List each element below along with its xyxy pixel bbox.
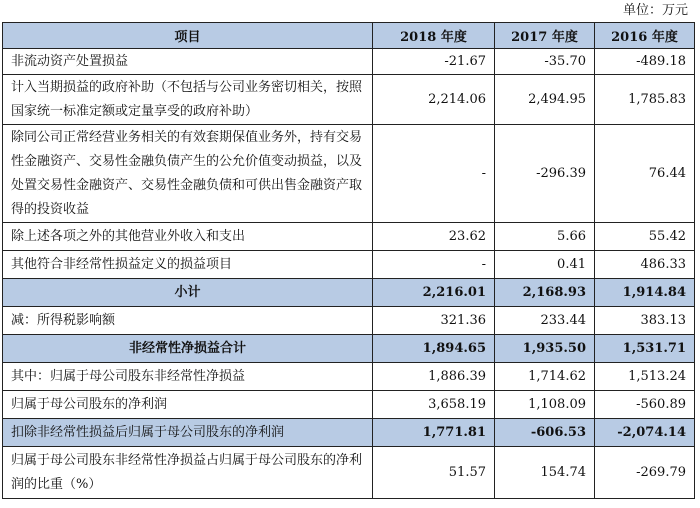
cell-2018: 2,214.06 xyxy=(373,75,495,125)
cell-2016: 1,785.83 xyxy=(595,75,695,125)
row-label: 归属于母公司股东非经常性净损益占归属于母公司股东的净利润的比重（%） xyxy=(3,447,373,499)
table-row xyxy=(3,391,695,419)
row-label: 减：所得税影响额 xyxy=(3,307,373,335)
cell-2018: 1,894.65 xyxy=(373,335,495,363)
cell-2016: -2,074.14 xyxy=(595,419,695,447)
row-label: 非流动资产处置损益 xyxy=(3,49,373,75)
cell-2016: -269.79 xyxy=(595,447,695,499)
cell-2017: 1,108.09 xyxy=(495,391,595,419)
cell-2018: 51.57 xyxy=(373,447,495,499)
cell-2016: 1,531.71 xyxy=(595,335,695,363)
table-row-highlight xyxy=(3,419,695,447)
cell-2018: 3,658.19 xyxy=(373,391,495,419)
cell-2016: 1,914.84 xyxy=(595,279,695,307)
cell-2017: 0.41 xyxy=(495,251,595,279)
cell-2016: 55.42 xyxy=(595,223,695,251)
header-item: 项目 xyxy=(3,23,373,49)
cell-2016: -560.89 xyxy=(595,391,695,419)
row-label: 除同公司正常经营业务相关的有效套期保值业务外，持有交易性金融资产、交易性金融负债产生的公允价值变动损益，以及处置交易性金融资产、交易性金融负债和可供出售金融资产取得的投资收益 xyxy=(3,125,373,223)
cell-2018: -21.67 xyxy=(373,49,495,75)
row-label: 非经常性净损益合计 xyxy=(3,335,373,363)
cell-2016: 1,513.24 xyxy=(595,363,695,391)
cell-2017: 1,935.50 xyxy=(495,335,595,363)
row-label: 归属于母公司股东的净利润 xyxy=(3,391,373,419)
row-label: 小计 xyxy=(3,279,373,307)
cell-2017: 1,714.62 xyxy=(495,363,595,391)
cell-2017: 154.74 xyxy=(495,447,595,499)
row-label: 其中：归属于母公司股东非经常性净损益 xyxy=(3,363,373,391)
header-2016: 2016 年度 xyxy=(595,23,695,49)
cell-2017: 2,494.95 xyxy=(495,75,595,125)
row-label: 扣除非经常性损益后归属于母公司股东的净利润 xyxy=(3,419,373,447)
table-row xyxy=(3,307,695,335)
cell-2018: 1,771.81 xyxy=(373,419,495,447)
table-row-total xyxy=(3,335,695,363)
cell-2017: -296.39 xyxy=(495,125,595,223)
cell-2017: -606.53 xyxy=(495,419,595,447)
table-row xyxy=(3,363,695,391)
row-label: 计入当期损益的政府补助（不包括与公司业务密切相关，按照国家统一标准定额或定量享受的政府补助） xyxy=(3,75,373,125)
table-row xyxy=(3,49,695,75)
row-label: 其他符合非经常性损益定义的损益项目 xyxy=(3,251,373,279)
row-label: 除上述各项之外的其他营业外收入和支出 xyxy=(3,223,373,251)
financial-table xyxy=(2,22,695,499)
cell-2016: -489.18 xyxy=(595,49,695,75)
unit-label: 单位：万元 xyxy=(622,3,688,18)
cell-2018: 2,216.01 xyxy=(373,279,495,307)
table-row xyxy=(3,251,695,279)
table-row xyxy=(3,447,695,499)
header-2018: 2018 年度 xyxy=(373,23,495,49)
table-header-row xyxy=(3,23,695,49)
table-row xyxy=(3,75,695,125)
table-row xyxy=(3,223,695,251)
cell-2017: 233.44 xyxy=(495,307,595,335)
cell-2018: - xyxy=(373,125,495,223)
cell-2018: - xyxy=(373,251,495,279)
cell-2016: 383.13 xyxy=(595,307,695,335)
cell-2016: 76.44 xyxy=(595,125,695,223)
cell-2017: 5.66 xyxy=(495,223,595,251)
table-row-subtotal xyxy=(3,279,695,307)
cell-2018: 1,886.39 xyxy=(373,363,495,391)
table-row xyxy=(3,125,695,223)
cell-2016: 486.33 xyxy=(595,251,695,279)
cell-2018: 321.36 xyxy=(373,307,495,335)
header-2017: 2017 年度 xyxy=(495,23,595,49)
cell-2017: 2,168.93 xyxy=(495,279,595,307)
cell-2018: 23.62 xyxy=(373,223,495,251)
cell-2017: -35.70 xyxy=(495,49,595,75)
